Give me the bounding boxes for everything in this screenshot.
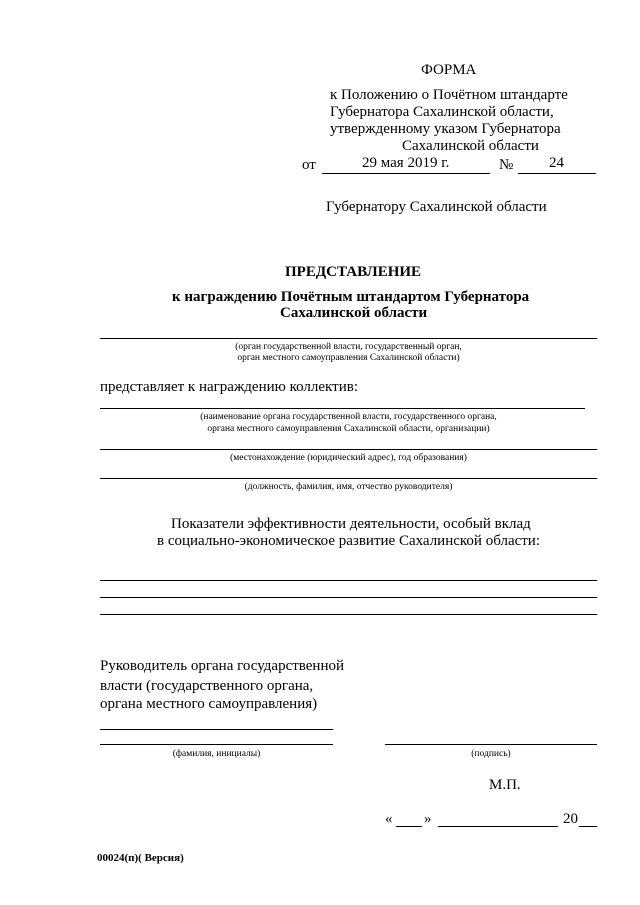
position-field-line: [100, 478, 597, 479]
footer-code: 00024(п)( Версия): [97, 852, 184, 864]
reference-line-1: к Положению о Почётном штандарте: [330, 87, 568, 103]
date-open-quote: «: [385, 811, 393, 827]
document-subtitle-line-2: Сахалинской области: [280, 305, 428, 321]
surname-field-line: [100, 729, 333, 730]
head-title-line-1: Руководитель органа государственной: [100, 658, 345, 674]
year-field-line: [579, 826, 597, 827]
organ-hint-line-2: орган местного самоуправления Сахалинской области): [237, 353, 460, 363]
month-field-line: [438, 826, 558, 827]
from-label: от: [302, 157, 316, 173]
indicators-field-line: [100, 580, 597, 581]
indicators-heading-line-1: Показатели эффективности деятельности, особый вклад: [171, 516, 531, 532]
year-prefix: 20: [563, 811, 578, 827]
location-field-line: [100, 449, 597, 450]
surname-field-line: [100, 744, 333, 745]
surname-hint: (фамилия, инициалы): [172, 749, 261, 759]
day-field-line: [396, 826, 422, 827]
indicators-field-line: [100, 614, 597, 615]
organ-field-line: [100, 338, 597, 339]
number-underline: [518, 173, 596, 174]
signature-hint: (подпись): [471, 749, 511, 759]
indicators-heading-line-2: в социально-экономическое развитие Сахалинской области:: [157, 533, 541, 549]
name-hint-line-2: органа местного самоуправления Сахалинской области, организации): [207, 424, 490, 434]
location-hint: (местонахождение (юридический адрес), год образования): [230, 453, 467, 463]
reference-line-4: Сахалинской области: [402, 138, 539, 154]
date-underline: [322, 173, 490, 174]
document-title: ПРЕДСТАВЛЕНИЕ: [285, 264, 422, 280]
decree-date: 29 мая 2019 г.: [362, 155, 450, 171]
form-label: ФОРМА: [421, 62, 477, 78]
date-close-quote: »: [424, 811, 432, 827]
reference-line-3: утвержденному указом Губернатора: [330, 121, 561, 137]
position-hint: (должность, фамилия, имя, отчество руководителя): [244, 482, 453, 492]
name-hint-line-1: (наименование органа государственной власти, государственного органа,: [200, 412, 497, 422]
indicators-field-line: [100, 597, 597, 598]
name-field-line: [100, 408, 585, 409]
reference-line-2: Губернатора Сахалинской области,: [330, 104, 554, 120]
presents-text: представляет к награждению коллектив:: [100, 379, 358, 395]
stamp-label: М.П.: [489, 777, 521, 793]
head-title-line-3: органа местного самоуправления): [100, 696, 318, 712]
document-subtitle-line-1: к награждению Почётным штандартом Губернатора: [172, 289, 530, 305]
signature-field-line: [385, 744, 597, 745]
addressee: Губернатору Сахалинской области: [326, 199, 547, 215]
organ-hint-line-1: (орган государственной власти, государственный орган,: [235, 342, 462, 352]
number-label: №: [499, 157, 514, 173]
decree-number: 24: [549, 155, 564, 171]
head-title-line-2: власти (государственного органа,: [100, 678, 314, 694]
